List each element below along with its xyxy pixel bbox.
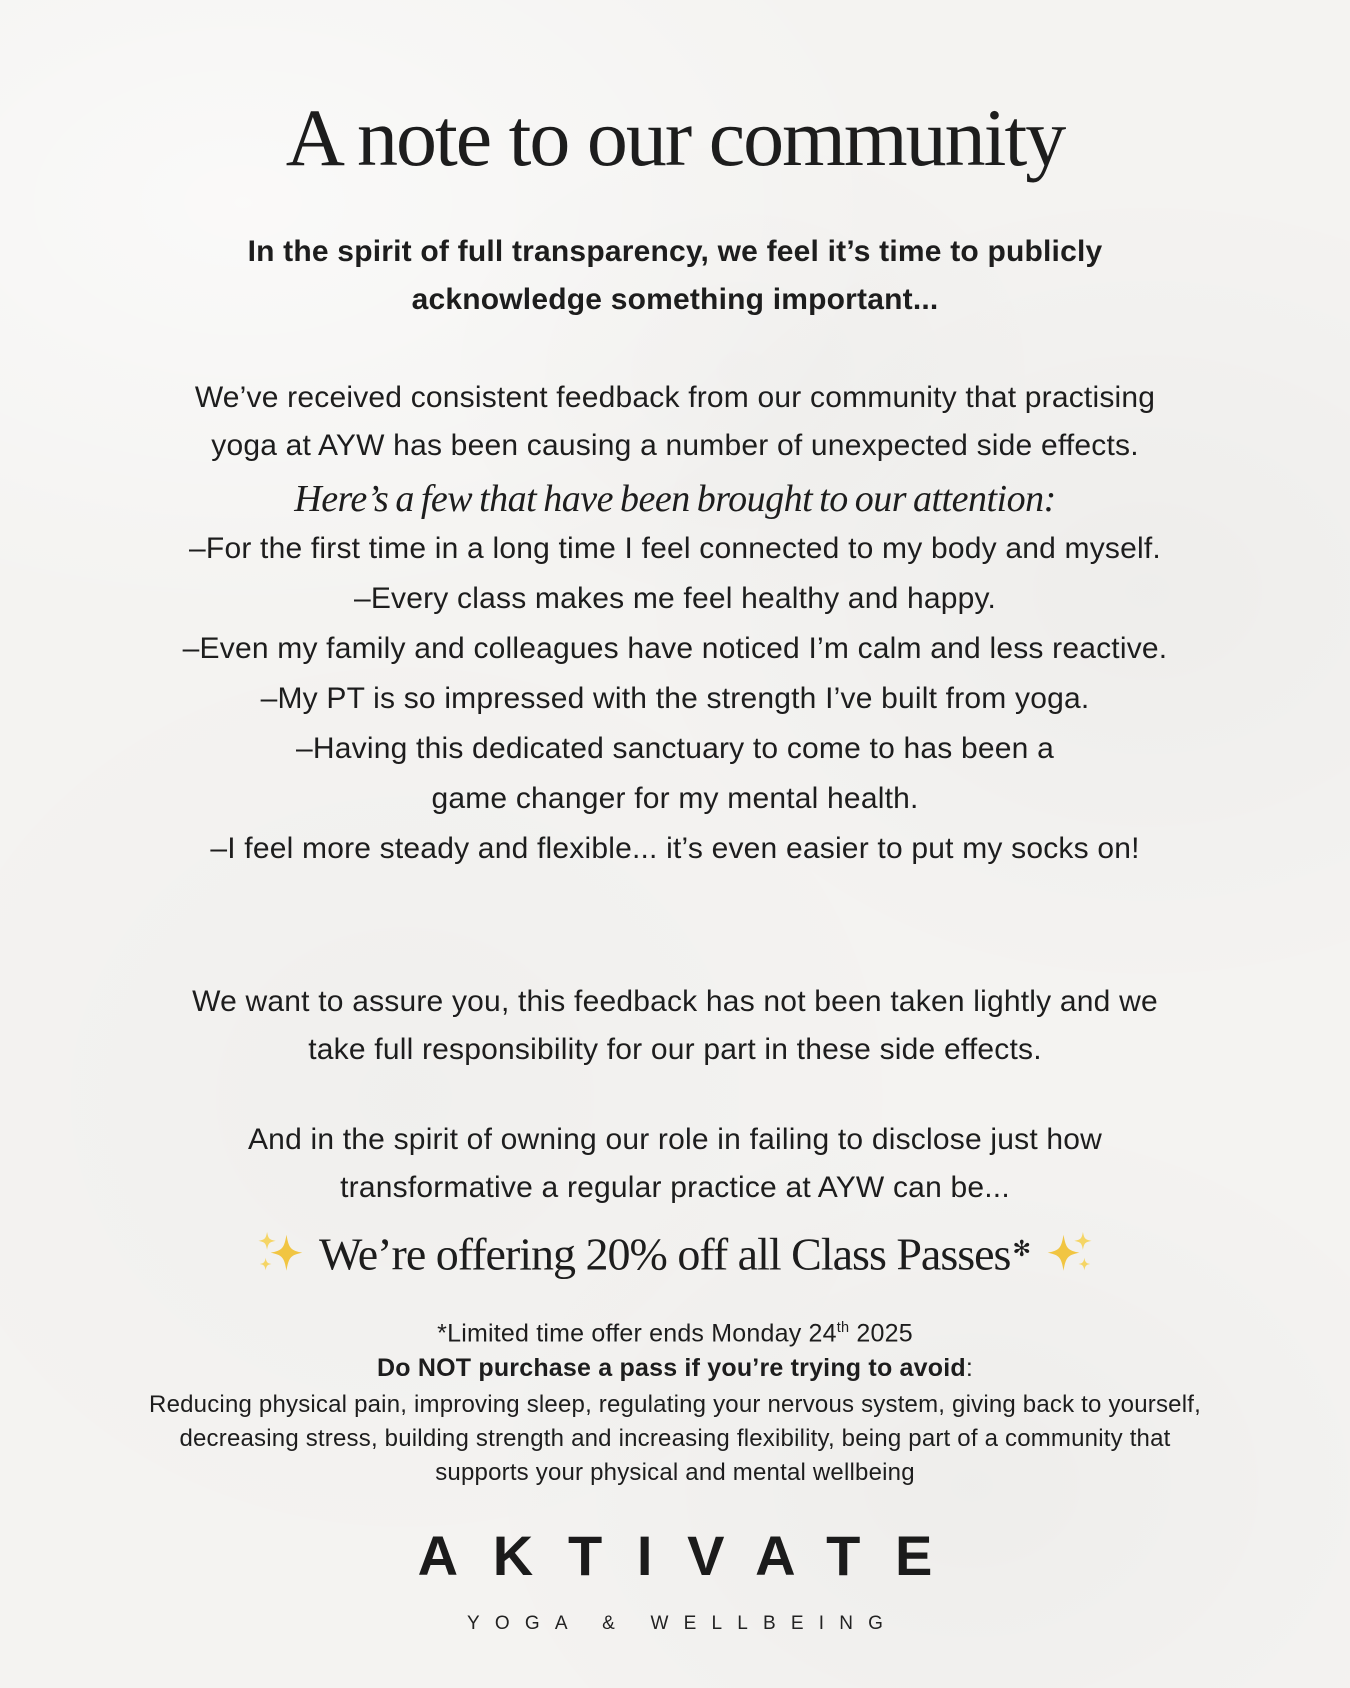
intro-statement: [0, 228, 1350, 324]
paragraph-owning-role: [0, 1116, 1350, 1212]
page-title: A note to our community: [285, 92, 1065, 183]
text-line: We’ve received consistent feedback from our community that practising: [194, 381, 1156, 414]
feedback-item-line: –For the first time in a long time I feel connected to my body and myself.: [189, 532, 1161, 565]
feedback-item-line: game changer for my mental health.: [431, 782, 919, 815]
warning-colon: :: [965, 1354, 974, 1383]
offer-text: [319, 1222, 1031, 1283]
feedback-list-heading: Here’s a few that have been brought to our attention:: [294, 478, 1056, 520]
text-line: take full responsibility for our part in these side effects.: [308, 1033, 1042, 1066]
footnote-asterisk: ✻: [1012, 1237, 1031, 1262]
feedback-list: [0, 524, 1350, 874]
warning-bold-text: Do NOT purchase a pass if you’re trying to avoid: [376, 1354, 966, 1383]
text-line: In the spirit of full transparency, we feel it’s time to publicly: [247, 235, 1103, 268]
text-line: And in the spirit of owning our role in failing to disclose just how: [247, 1123, 1103, 1156]
feedback-item-line: –My PT is so impressed with the strength I’ve built from yoga.: [260, 682, 1090, 715]
paragraph-feedback-received: [0, 374, 1350, 470]
text-line: We want to assure you, this feedback has not been taken lightly and we: [192, 985, 1158, 1018]
text-line: supports your physical and mental wellbeing: [435, 1459, 915, 1487]
brand-tagline: YOGA & WELLBEING: [467, 1613, 899, 1635]
text-line: yoga at AYW has been causing a number of unexpected side effects.: [211, 429, 1139, 462]
feedback-item-line: –Every class makes me feel healthy and happy.: [353, 582, 997, 615]
text-line: acknowledge something important...: [411, 283, 939, 316]
text-line: transformative a regular practice at AYW can be...: [340, 1171, 1010, 1204]
terms-suffix: 2025: [849, 1319, 913, 1348]
warning-line: [0, 1350, 1350, 1386]
offer-text-main: We’re offering 20% off all Class Passes: [319, 1228, 1011, 1280]
paragraph-assurance: [0, 978, 1350, 1074]
feedback-item-line: –Having this dedicated sanctuary to come to has been a: [296, 732, 1054, 765]
terms-prefix: *Limited time offer ends Monday 24: [437, 1319, 837, 1348]
sparkles-icon: [1047, 1229, 1093, 1275]
sparkles-icon: [257, 1229, 303, 1275]
terms-superscript: th: [836, 1319, 850, 1336]
offer-terms-line: [0, 1311, 1350, 1350]
feedback-item-line: –Even my family and colleagues have noticed I’m calm and less reactive.: [182, 632, 1168, 665]
feedback-item-line: –I feel more steady and flexible... it’s even easier to put my socks on!: [210, 832, 1140, 865]
avoid-list: [0, 1388, 1350, 1490]
offer-banner: [0, 1222, 1350, 1283]
text-line: decreasing stress, building strength and increasing flexibility, being part of a community that: [179, 1425, 1171, 1453]
text-line: Reducing physical pain, improving sleep, regulating your nervous system, giving back to yourself,: [149, 1391, 1201, 1419]
brand-logo: AKTIVATE: [417, 1524, 968, 1588]
